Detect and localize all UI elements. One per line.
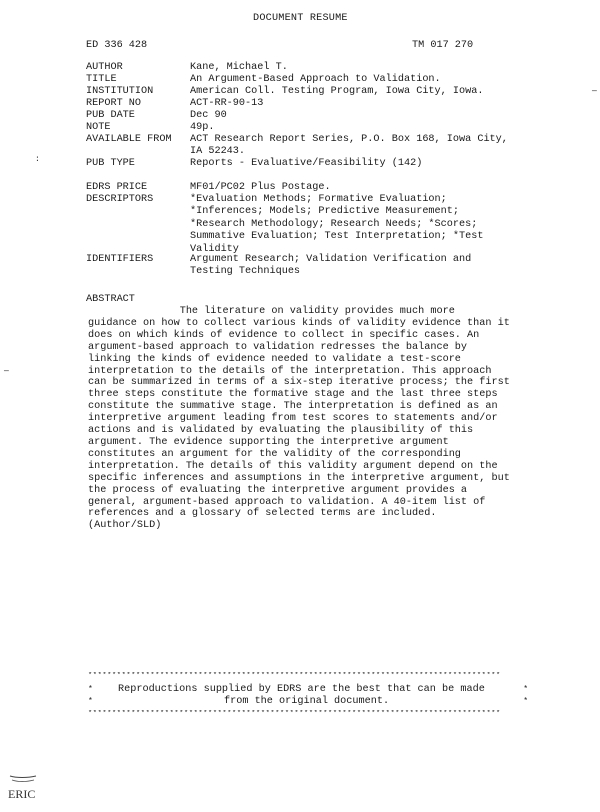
field-label: REPORT NO [86, 98, 142, 109]
abstract-heading: ABSTRACT [86, 294, 135, 305]
abstract-line: constitute the summative stage. The interpretation is defined as an [88, 401, 498, 413]
reproduction-text-1: Reproductions supplied by EDRS are the best that can be made [118, 684, 485, 695]
abstract-line: general, argument-based approach to validation. A 40-item list of [88, 496, 486, 508]
star-rule-bottom: ************************************************************************************** [88, 710, 501, 718]
abstract-line: references and a glossary of selected terms are included. [88, 508, 437, 520]
field-value: ACT Research Report Series, P.O. Box 168, Iowa City, [190, 134, 508, 145]
field-value: Summative Evaluation; Test Interpretation; *Test [190, 231, 484, 243]
margin-mark: : [35, 155, 40, 164]
abstract-line: (Author/SLD) [88, 520, 162, 532]
field-label: NOTE [86, 122, 111, 133]
field-label: IDENTIFIERS [86, 254, 154, 265]
field-value: Dec 90 [190, 110, 227, 121]
reproduction-notice-box [88, 672, 528, 718]
abstract-line: actions and is validated by evaluating the plausibility of this [88, 425, 474, 437]
star-rule-top: ************************************************************************************** [88, 672, 501, 680]
field-value: MF01/PC02 Plus Postage. [190, 182, 331, 193]
margin-mark: — [592, 87, 597, 96]
field-value: American Coll. Testing Program, Iowa City, Iowa. [190, 86, 484, 97]
abstract-line: The literature on validity provides much more [88, 306, 455, 317]
abstract-line: linking the kinds of evidence needed to validate a test-score [88, 353, 461, 365]
eric-logo-text: ERIC [8, 787, 36, 801]
field-label: PUB TYPE [86, 158, 135, 169]
abstract-line: specific inferences and assumptions in the interpretive argument, but [88, 472, 510, 484]
field-label: DESCRIPTORS [86, 194, 154, 205]
abstract-line: interpretation. The details of this validity argument depend on the [88, 460, 498, 472]
field-value: *Inferences; Models; Predictive Measurement; [190, 206, 459, 218]
field-value: *Evaluation Methods; Formative Evaluation; [190, 194, 447, 205]
field-value: Validity [190, 243, 239, 255]
tm-number: TM 017 270 [412, 40, 474, 51]
field-label: AUTHOR [86, 62, 123, 73]
abstract-line: argument-based approach to validation redresses the balance by [88, 341, 468, 353]
field-label: AVAILABLE FROM [86, 134, 172, 145]
field-value: Argument Research; Validation Verification and [190, 254, 472, 265]
field-label: EDRS PRICE [86, 182, 148, 193]
abstract-line: the process of evaluating the interpretive argument provides a [88, 484, 468, 496]
field-label: TITLE [86, 74, 117, 85]
field-value: 49p. [190, 122, 215, 133]
field-value: IA 52243. [190, 146, 246, 158]
field-label: PUB DATE [86, 110, 135, 121]
abstract-line: interpretation to the details of the interpretation. This approach [88, 365, 492, 377]
abstract-line: does on which kinds of evidence to collect in specific cases. An [88, 329, 480, 341]
abstract-line: constitutes an argument for the validity of the corresponding [88, 448, 461, 460]
field-value: Reports - Evaluative/Feasibility (142) [190, 158, 423, 169]
abstract-body [88, 306, 518, 532]
field-value: *Research Methodology; Research Needs; *Scores; [190, 218, 478, 230]
eric-logo-icon [6, 774, 40, 804]
field-value: Kane, Michael T. [190, 62, 288, 73]
abstract-line: guidance on how to collect various kinds of validity evidence than it [88, 317, 510, 329]
star-marker: * [523, 697, 528, 706]
abstract-line: three steps constitute the formative stage and the last three steps [88, 389, 498, 401]
star-marker: * [88, 697, 93, 706]
star-marker: * [88, 685, 93, 694]
field-value: Testing Techniques [190, 266, 301, 278]
field-label: INSTITUTION [86, 86, 154, 97]
abstract-line: argument. The evidence supporting the interpretive argument [88, 436, 449, 448]
document-title: DOCUMENT RESUME [253, 13, 348, 24]
abstract-line: interpretive argument leading from test scores to statements and/or [88, 413, 498, 425]
ed-number: ED 336 428 [86, 40, 148, 51]
abstract-line: can be summarized in terms of a six-step iterative process; the first [88, 377, 510, 389]
star-marker: * [523, 685, 528, 694]
field-value: ACT-RR-90-13 [190, 98, 264, 109]
field-value: An Argument-Based Approach to Validation. [190, 74, 441, 85]
reproduction-text-2: from the original document. [224, 696, 390, 707]
margin-mark: — [4, 367, 9, 376]
